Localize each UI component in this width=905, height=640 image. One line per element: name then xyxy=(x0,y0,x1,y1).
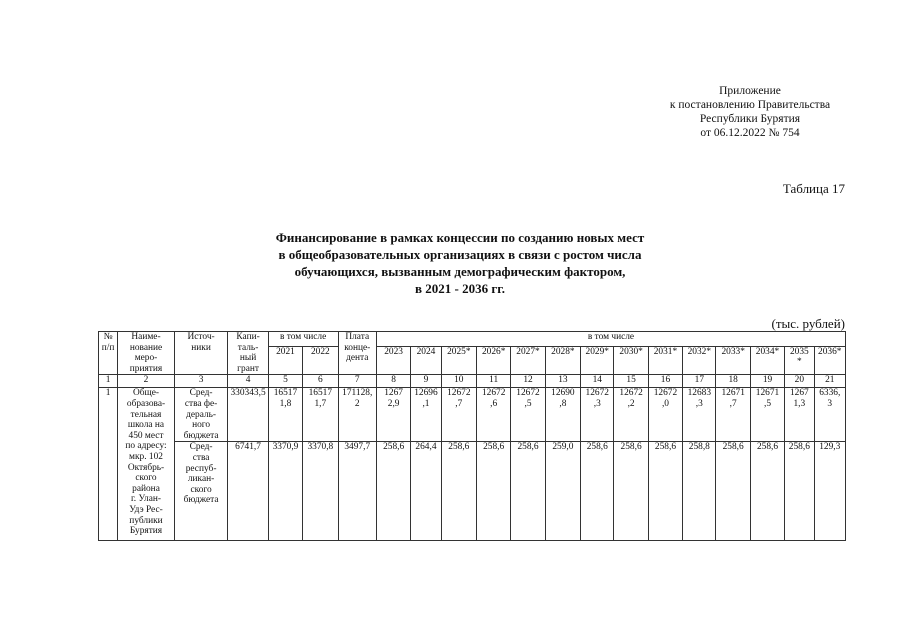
year-value: 12672 ,6 xyxy=(476,388,510,442)
header-year: 2036* xyxy=(814,346,846,375)
year-value: 3370,8 xyxy=(303,442,338,541)
header-source: Источ- ники xyxy=(174,332,228,375)
year-value: 258,8 xyxy=(683,442,716,541)
appendix-line: Республики Бурятия xyxy=(699,113,801,125)
year-value: 258,6 xyxy=(441,442,476,541)
header-year: 2028* xyxy=(545,346,580,375)
event-name: Обще- образова- тельная школа на 450 мест по адресу: мкр. 102 Октябрь- ского района г. Улан- Удэ Рес- публики Бурятия xyxy=(118,388,175,541)
table-row-federal xyxy=(99,388,846,442)
header-year: 2024 xyxy=(411,346,441,375)
column-number-row xyxy=(99,375,846,388)
year-value: 6336, 3 xyxy=(814,388,846,442)
year-value: 12672 ,3 xyxy=(581,388,614,442)
column-number: 20 xyxy=(785,375,814,388)
year-value: 12672 ,7 xyxy=(441,388,476,442)
fee-value: 171128, 2 xyxy=(338,388,376,442)
column-number: 1 xyxy=(99,375,118,388)
header-name: Наиме- нование меро- приятия xyxy=(118,332,175,375)
header-year: 2025* xyxy=(441,346,476,375)
column-number: 21 xyxy=(814,375,846,388)
year-value: 129,3 xyxy=(814,442,846,541)
title-line: обучающихся, вызванным демографическим фактором, xyxy=(294,264,626,279)
column-number: 7 xyxy=(338,375,376,388)
year-value: 12672 ,2 xyxy=(614,388,648,442)
column-number: 11 xyxy=(476,375,510,388)
year-value: 258,6 xyxy=(716,442,750,541)
year-value: 264,4 xyxy=(411,442,441,541)
header-year: 2027* xyxy=(511,346,545,375)
column-number: 17 xyxy=(683,375,716,388)
year-value: 258,6 xyxy=(511,442,545,541)
column-number: 14 xyxy=(581,375,614,388)
year-value: 12671 ,5 xyxy=(750,388,784,442)
year-value: 16517 1,8 xyxy=(268,388,302,442)
year-value: 3370,9 xyxy=(268,442,302,541)
year-value: 12672 ,5 xyxy=(511,388,545,442)
financing-table xyxy=(98,331,846,541)
column-number: 16 xyxy=(648,375,682,388)
header-year: 2034* xyxy=(750,346,784,375)
header-year: 2021 xyxy=(268,346,302,375)
header-including-1: в том числе xyxy=(268,332,338,347)
column-number: 19 xyxy=(750,375,784,388)
header-capital-grant: Капи- таль- ный грант xyxy=(228,332,268,375)
year-value: 12683 ,3 xyxy=(683,388,716,442)
title-line: в общеобразовательных организациях в связи с ростом числа xyxy=(278,247,642,262)
year-value: 259,0 xyxy=(545,442,580,541)
column-number: 9 xyxy=(411,375,441,388)
header-year: 2029* xyxy=(581,346,614,375)
title-line: в 2021 - 2036 гг. xyxy=(415,281,505,296)
year-value: 258,6 xyxy=(581,442,614,541)
column-number: 5 xyxy=(268,375,302,388)
header-year: 2032* xyxy=(683,346,716,375)
year-value: 258,6 xyxy=(476,442,510,541)
table-number: Таблица 17 xyxy=(782,181,845,196)
header-row xyxy=(99,332,846,347)
header-year: 2022 xyxy=(303,346,338,375)
header-year: 2023 xyxy=(376,346,410,375)
header-including-2: в том числе xyxy=(376,332,845,347)
year-value: 12671 ,7 xyxy=(716,388,750,442)
year-value: 258,6 xyxy=(750,442,784,541)
year-value: 258,6 xyxy=(648,442,682,541)
year-value: 258,6 xyxy=(614,442,648,541)
column-number: 4 xyxy=(228,375,268,388)
funding-source: Сред- ства фе- дераль- ного бюджета xyxy=(174,388,228,442)
column-number: 2 xyxy=(118,375,175,388)
units-label: (тыс. рублей) xyxy=(771,316,845,331)
column-number: 12 xyxy=(511,375,545,388)
header-year: 2035 * xyxy=(785,346,814,375)
header-num: № п/п xyxy=(99,332,118,375)
year-value: 12690 ,8 xyxy=(545,388,580,442)
column-number: 15 xyxy=(614,375,648,388)
header-fee: Плата конце- дента xyxy=(338,332,376,375)
header-year: 2033* xyxy=(716,346,750,375)
title-line: Финансирование в рамках концессии по созданию новых мест xyxy=(275,230,645,245)
year-value: 16517 1,7 xyxy=(303,388,338,442)
year-value: 258,6 xyxy=(376,442,410,541)
year-value: 12672 ,0 xyxy=(648,388,682,442)
year-value: 258,6 xyxy=(785,442,814,541)
column-number: 3 xyxy=(174,375,228,388)
document-title xyxy=(200,229,720,297)
header-year: 2031* xyxy=(648,346,682,375)
table-row-republican xyxy=(99,442,846,541)
appendix-line: от 06.12.2022 № 754 xyxy=(700,127,800,139)
column-number: 18 xyxy=(716,375,750,388)
column-number: 10 xyxy=(441,375,476,388)
column-number: 13 xyxy=(545,375,580,388)
header-year: 2030* xyxy=(614,346,648,375)
column-number: 6 xyxy=(303,375,338,388)
column-number: 8 xyxy=(376,375,410,388)
capital-grant-value: 330343,5 xyxy=(228,388,268,442)
row-number: 1 xyxy=(99,388,118,541)
capital-grant-value: 6741,7 xyxy=(228,442,268,541)
appendix-line: Приложение xyxy=(719,85,781,97)
appendix-block xyxy=(640,84,860,140)
year-value: 12696 ,1 xyxy=(411,388,441,442)
year-value: 1267 2,9 xyxy=(376,388,410,442)
appendix-line: к постановлению Правительства xyxy=(669,99,831,111)
fee-value: 3497,7 xyxy=(338,442,376,541)
year-value: 1267 1,3 xyxy=(785,388,814,442)
header-year: 2026* xyxy=(476,346,510,375)
funding-source: Сред- ства респуб- ликан- ского бюджета xyxy=(174,442,228,541)
